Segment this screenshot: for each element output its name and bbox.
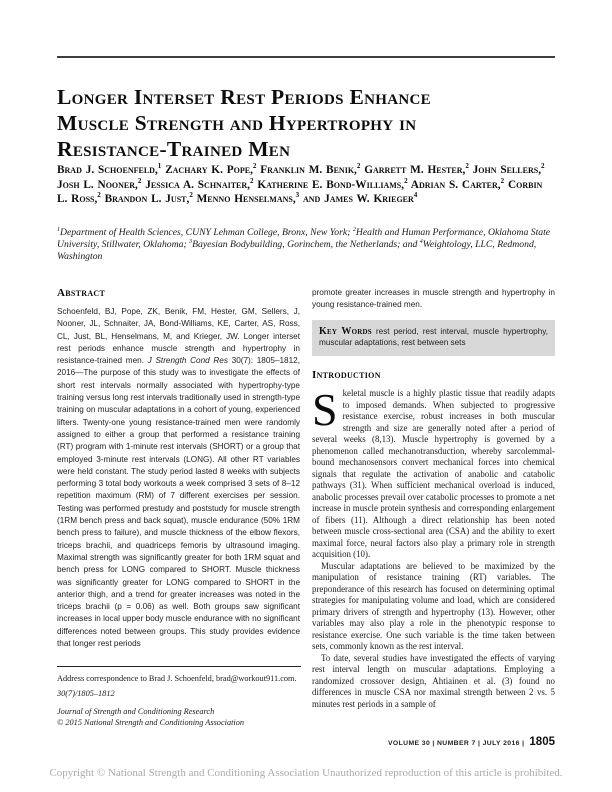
author-name: Jessica A. Schnaiter, [145, 178, 250, 191]
page-number: 1805 [529, 736, 555, 748]
correspondence-footnote [57, 666, 301, 728]
keywords-label: Key Words [319, 325, 372, 337]
author [257, 176, 408, 191]
authors-conjunction: and [302, 193, 321, 206]
right-column [312, 287, 555, 733]
affiliation-text: Health and Human Performance, Oklahoma State University, Stillwater, Oklahoma; [57, 227, 551, 251]
abstract-text [57, 306, 300, 650]
left-column [57, 287, 300, 665]
keywords-box [312, 320, 555, 357]
article-title-line: Resistance-Trained Men [57, 137, 291, 161]
article-title [57, 84, 555, 162]
abstract-heading: Abstract [57, 287, 106, 299]
affiliation-text: Bayesian Bodybuilding, Gorinchem, the Netherlands; and [192, 239, 420, 251]
affiliation-number: 2 [352, 226, 356, 233]
author-affiliation-ref: 1 [157, 162, 162, 171]
author-name: Garrett M. Hester, [364, 164, 466, 176]
author-name: John Sellers, [472, 164, 542, 176]
keywords-text: rest period, rest interval, muscle hypertrophy, muscular adaptations, rest between sets [319, 326, 549, 348]
affiliation-number: 3 [189, 238, 193, 245]
affiliation-number: 4 [419, 238, 423, 245]
affiliation [57, 227, 353, 238]
introduction-paragraph-3: To date, several studies have investigated the effects of varying rest interval length on muscular adaptations. Employing a randomized crossover design, Ahtiainen et al. (3) found no differences in muscle CSA nor maximal strength between 2 vs. 5 minutes rest periods in a sample of [312, 652, 555, 709]
abstract-body: 30(7): 1805–1812, 2016—The purpose of this study was to investigate the effects of short rest intervals normally associated with hypertrophy-type training versus long rest intervals traditionally used in strength-type training on muscular adaptations in a cohort of young, experienced lifters. Twenty-one young resistance-trained men were randomly assigned to either a group that performed a resistance training (RT) program with 1-minute rest intervals (SHORT) or a group that employed 3-minute rest intervals (LONG). All other RT variables were held constant. The study period lasted 8 weeks with subjects performing 3 total body workouts a week comprised 3 sets of 8–12 repetition maximum (RM) of 7 different exercises per session. Testing was performed prestudy and poststudy for muscle strength (1RM bench press and back squat), muscle endurance (50% 1RM bench press to failure), and muscle thickness of the elbow flexors, triceps brachii, and quadriceps femoris by ultrasound imaging. Maximal strength was significantly greater for both 1RM squat and bench press for LONG compared to SHORT. Muscle thickness was significantly greater for LONG compared to SHORT in the anterior thigh, and a trend for greater increases was noted in the triceps brachii (p = 0.06) as well. Both groups saw significant increases in local upper body muscle endurance with no significant differences noted between groups. This study provides evidence that longer rest periods [57, 356, 300, 649]
introduction-heading: Introduction [312, 369, 381, 382]
affiliation-text: Weightology, LLC, Redmond, Washington [57, 239, 537, 263]
author-affiliation-ref: 2 [541, 162, 545, 171]
issue-reference: 30(7)/1805–1812 [57, 689, 115, 698]
author [260, 164, 360, 176]
association-copyright: © 2015 National Strength and Conditioning Association [57, 718, 244, 727]
article-title-line: Muscle Strength and Hypertrophy in [57, 111, 417, 135]
author-affiliation-ref: 4 [413, 191, 418, 200]
author-affiliation-ref: 2 [500, 176, 505, 185]
author-name: Menno Henselmans, [196, 193, 296, 206]
author [324, 193, 417, 205]
page-footer [388, 736, 555, 748]
author [364, 164, 469, 176]
abstract-continuation: promote greater increases in muscle strength and hypertrophy in young resistance-trained men. [312, 288, 555, 310]
introduction-paragraph-1 [312, 384, 555, 561]
affiliation-text: Department of Health Sciences, CUNY Lehman College, Bronx, New York; [60, 227, 353, 238]
introduction-paragraph-2: Muscular adaptations are believed to be maximized by the manipulation of resistance training (RT) variables. The preponderance of this research has focused on determining optimal strategies for manipulating volume and load, which are considered primary drivers of strength and hypertrophy (13). However, other variables may also play a role in the phenotypic response to resistance exercise. One such variable is the time taken between sets, commonly known as the rest interval. [312, 560, 555, 652]
author-name: Adrian S. Carter, [410, 178, 501, 191]
author-affiliation-ref: 2 [465, 162, 469, 171]
affiliations [57, 227, 555, 264]
author-affiliation-ref: 2 [252, 162, 257, 171]
author [410, 176, 505, 191]
author-name: Brad J. Schoenfeld, [57, 164, 158, 176]
introduction-paragraph-1-text: keletal muscle is a highly plastic tissue that readily adapts to imposed demands. When subjected to progressive resistance exercise, robust increases in both muscular strength and size are generally noted after a period of several weeks (8,13). Muscle hypertrophy is governed by a phenomenon called mechanotransduction, whereby sarcolemmal-bound mechanosensors convert mechanical forces into chemical signals that regulate the activation of anabolic and catabolic pathways (31). When sufficient mechanical overload is induced, anabolic processes prevail over catabolic processes to promote a net increase in muscle protein synthesis and corresponding enlargement of fibers (11). Although a direct relationship has been noted between muscle cross-sectional area (CSA) and the ability to exert maximal force, neural factors also play a primary role in strength acquisition (10). [312, 388, 555, 560]
author-name: Katherine E. Bond-Williams, [257, 178, 405, 191]
author-affiliation-ref: 2 [404, 176, 408, 185]
author-affiliation-ref: 2 [189, 191, 193, 200]
correspondence-line: Address correspondence to Brad J. Schoenfeld, brad@workout911.com. [57, 674, 297, 683]
author-name: James W. Krieger [324, 193, 414, 206]
author-affiliation-ref: 2 [250, 176, 254, 185]
abstract-citation: Schoenfeld, BJ, Pope, ZK, Benik, FM, Hester, GM, Sellers, J, Nooner, JL, Schnaiter, JA, Bond-Williams, KE, Carter, AS, Ross, CL, Just, BL, Henselmans, M, and Krieger, JW. Longer interset rest periods enhance muscle strength and hypertrophy in resistance-trained men. [57, 307, 300, 366]
author-affiliation-ref: 2 [137, 176, 142, 185]
copyright-notice: Copyright © National Strength and Conditioning Association Unauthorized reproduction of this article is prohibited. [49, 767, 563, 779]
affiliation-number: 1 [57, 226, 60, 233]
author [57, 176, 142, 191]
journal-name: Journal of Strength and Conditioning Research [57, 707, 215, 716]
volume-issue-date: VOLUME 30 | NUMBER 7 | JULY 2016 | [388, 740, 525, 747]
author-name: Franklin M. Benik, [260, 164, 357, 176]
author-name: Brandon L. Just, [104, 193, 190, 206]
article-title-line: Longer Interset Rest Periods Enhance [57, 85, 431, 109]
author-list [57, 163, 555, 207]
author [165, 164, 256, 176]
author [473, 164, 545, 176]
author-affiliation-ref: 3 [295, 191, 300, 200]
author-affiliation-ref: 2 [356, 162, 361, 171]
author-affiliation-ref: 2 [97, 191, 101, 200]
author [57, 164, 161, 176]
title-rule [57, 56, 555, 58]
author [105, 193, 193, 205]
author-name: Zachary K. Pope, [165, 164, 253, 176]
author-name: Josh L. Nooner, [57, 178, 138, 191]
author [145, 176, 254, 191]
dropcap-letter: S [312, 384, 338, 436]
abstract-journal-ref: J Strength Cond Res [147, 356, 228, 366]
author [197, 193, 300, 205]
affiliation [189, 239, 420, 250]
author-name: Corbin L. Ross, [57, 178, 543, 206]
